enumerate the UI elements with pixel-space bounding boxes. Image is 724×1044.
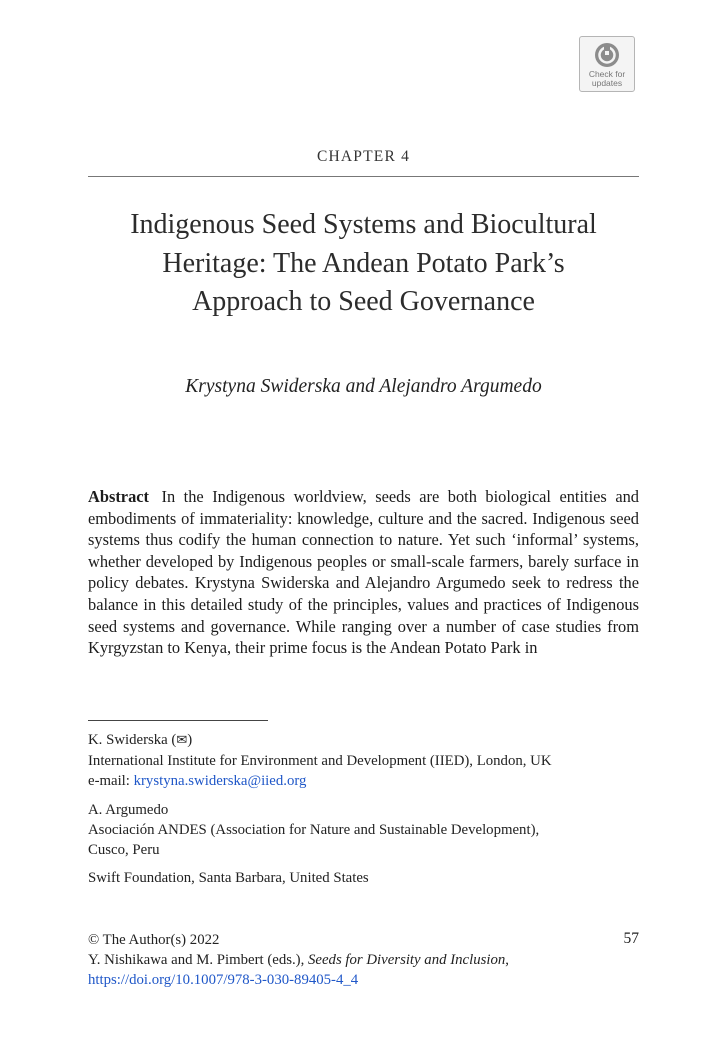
abstract bbox=[88, 486, 639, 659]
book-suffix: , bbox=[505, 952, 509, 968]
footnote-divider bbox=[88, 720, 268, 721]
check-for-updates-icon bbox=[594, 42, 620, 68]
institute: International Institute for Environment and Development (IIED), London, UK bbox=[88, 753, 552, 769]
abstract-label: Abstract bbox=[88, 487, 149, 506]
page-number: 57 bbox=[623, 930, 639, 947]
author-line: Krystyna Swiderska and Alejandro Argumedo bbox=[185, 376, 542, 397]
book-title: Seeds for Diversity and Inclusion bbox=[308, 952, 506, 968]
affiliation-swiderska bbox=[88, 730, 648, 791]
doi-line bbox=[88, 970, 639, 990]
chapter-divider bbox=[88, 176, 639, 177]
author-name: K. Swiderska ( bbox=[88, 732, 177, 748]
author-name: A. Argumedo bbox=[88, 802, 169, 818]
affiliation-argumedo bbox=[88, 800, 648, 860]
author-name-close: ) bbox=[187, 732, 193, 748]
chapter-title bbox=[88, 206, 639, 322]
envelope-icon[interactable]: ✉ bbox=[176, 733, 188, 748]
organization-line: Asociación ANDES (Association for Nature and Sustainable Development), bbox=[88, 822, 540, 838]
badge-text-line2: updates bbox=[591, 78, 623, 88]
email-label: e-mail: bbox=[88, 773, 134, 789]
check-for-updates-badge[interactable] bbox=[579, 36, 635, 92]
organization-line: Cusco, Peru bbox=[88, 842, 160, 858]
doi-link[interactable]: https://doi.org/10.1007/978-3-030-89405-4_4 bbox=[88, 972, 359, 988]
badge-text-line1: Check for bbox=[588, 69, 626, 79]
second-affiliation: Swift Foundation, Santa Barbara, United States bbox=[88, 870, 369, 886]
chapter-label: CHAPTER 4 bbox=[316, 148, 411, 165]
citation bbox=[88, 950, 639, 970]
editors: Y. Nishikawa and M. Pimbert (eds.), bbox=[88, 952, 309, 968]
email-link[interactable]: krystyna.swiderska@iied.org bbox=[133, 773, 307, 789]
title-line: Approach to Seed Governance bbox=[192, 286, 535, 317]
title-line: Heritage: The Andean Potato Park’s bbox=[162, 247, 565, 279]
copyright: © The Author(s) 2022 bbox=[88, 932, 220, 948]
abstract-text: In the Indigenous worldview, seeds are both biological entities and embodiments of immateriality: knowledge, culture and the sacred. Indigenous seed systems thus codify the human connection to nature. Yet such ‘informal’ systems, whether developed by Indigenous peoples or small-scale farmers, barely surface in policy debates. Krystyna Swiderska and Alejandro Argumedo seek to redress the balance in this detailed study of the principles, values and practices of Indigenous seed systems and governance. While ranging over a number of case studies from Kyrgyzstan to Kenya, their prime focus is the Andean Potato Park in bbox=[88, 487, 639, 658]
title-line: Indigenous Seed Systems and Biocultural bbox=[130, 209, 597, 240]
